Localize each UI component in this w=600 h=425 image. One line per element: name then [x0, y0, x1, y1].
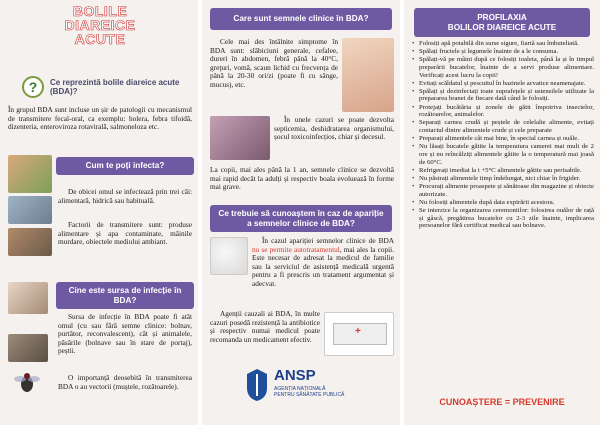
prevention-list — [412, 40, 594, 230]
pills-image — [210, 237, 248, 275]
resistance-text: Agenții cauzali ai BDA, în multe cazuri posedă rezistență la antibiotice și respectiv numai medicul poate recomanda un medicament efectiv. — [210, 309, 320, 344]
prevention-item: • Folosiți apă potabilă din surse sigure, fiartă sau îmbuteliată. — [412, 40, 594, 48]
panel-right — [404, 0, 600, 425]
sick-child-image — [342, 38, 394, 112]
section-heading-prevention: PROFILAXIA BOLILOR DIAREICE ACUTE — [414, 8, 590, 37]
complications-text: În unele cazuri se poate dezvolta septicemia, deshidratarea organismului, șocul toxicoinfecțios, chiar și decesul. — [274, 115, 394, 142]
section-heading-infection: Cum te poți infecta? — [56, 157, 194, 175]
dirty-hands-image — [8, 228, 52, 256]
section-heading-what-to-know: Ce trebuie să cunoaștem în caz de apariție a semnelor clinice de BDA? — [210, 205, 392, 232]
section-heading-symptoms: Care sunt semnele clinice în BDA? — [210, 8, 392, 30]
section-heading-source: Cine este sursa de infecție în BDA? — [56, 282, 194, 309]
main-title: BOLILE DIAREICE ACUTE — [64, 3, 136, 47]
panel-middle — [202, 0, 400, 425]
logo-text: ANSP — [274, 367, 316, 384]
prevention-item: • Spălați fructele și legumele înainte de a le consuma. — [412, 48, 594, 56]
prevention-item: • Spălați-vă pe mâini după ce folosiți toaleta, până la și în timpul preparării bucatelor, înainte de a servi produse alimentare. Verificați acest lucru la copii! — [412, 56, 594, 79]
prevention-item: • Evitați scăldatul și pescuitul în bazinele acvatice neamenajate. — [412, 80, 594, 88]
source-text-2: O importanță deosebită în transmiterea BDA o au vectorii (muștele, rozătoarele). — [58, 373, 192, 391]
prevention-item: • Se interzice la organizarea ceremoniilor: folosirea ouălor de rață și gâscă, pregătirea bucatelor cu 2-3 zile înainte, implicarea persoanelor fără certificat medical sau bolnave. — [412, 207, 594, 230]
infection-text-2: Factorii de transmitere sunt: produse alimentare și apa contaminate, mâinile murdare, obiectele mediului ambiant. — [58, 220, 192, 247]
hands-food-image — [8, 155, 52, 193]
what-text: În grupul BDA sunt incluse un șir de patologii cu mecanismul de transmitere fecal-oral, ca exemplu: holera, febra tifoidă, dizenteria, enteroviroza rotavirală, salmoneloza etc. — [8, 105, 192, 132]
patient-bed-image — [210, 116, 270, 160]
prevention-item: • Preparați alimentele cât mai bine, în special carnea și ouăle. — [412, 135, 594, 143]
question-mark-icon: ? — [22, 76, 44, 98]
prevention-item: • Nu lăsați bucatele gătite la temperatura camerei mai mult de 2 ore și nu reîncălziți alimentele gătite la o temperatură mai joasă de 60°C. — [412, 143, 594, 166]
logo-subtitle-1: AGENȚIA NAȚIONALĂ — [274, 386, 326, 392]
prevention-item: • Nu păstrați alimentele timp îndelungat, nici chiar în frigider. — [412, 175, 594, 183]
slogan: CUNOAȘTERE = PREVENIRE — [439, 397, 565, 407]
children-text: La copii, mai ales până la 1 an, semnele clinice se dezvoltă mai rapid decât la adulți și respectiv boala evoluează în forme mai grave. — [210, 165, 394, 192]
fly-icon — [14, 372, 40, 394]
water-tap-image — [8, 196, 52, 224]
panel-left — [0, 0, 198, 425]
prevention-item: • Nu folosiți alimentele după data expirării acestora. — [412, 199, 594, 207]
logo-subtitle-2: PENTRU SĂNĂTATE PUBLICĂ — [274, 392, 345, 398]
infection-text-1: De obicei omul se infectează prin trei căi: alimentară, hidrică sau habituală. — [58, 187, 192, 205]
section-heading-what: Ce reprezintă bolile diareice acute (BDA)? — [50, 78, 180, 96]
source-text-1: Sursa de infecție în BDA poate fi atât omul (cu sau fără semne clinice: bolnav, purtător, reconvalescent), cât și animalele, păsările (bolnave sau în stare de portaj), peștii. — [58, 312, 192, 356]
warning-text: nu se permite autotratamentul — [252, 244, 340, 254]
prevention-item: • Refrigerați imediat la t +5°C alimentele gătite sau perisabile. — [412, 167, 594, 175]
prevention-item: • Spălați și dezinfectați toate suprafețele și ustensilele utilizate la prepararea branei de fiecare dată când le folosiți. — [412, 88, 594, 103]
prevention-item: • Protejați bucătăria și zonele de gătit împotriva insectelor, rozătoarelor, animalelor. — [412, 104, 594, 119]
ansp-logo — [246, 368, 356, 412]
ambulance-image: + — [324, 312, 394, 356]
sick-person-image — [8, 282, 48, 314]
symptoms-text: Cele mai des întâlnite simptome în BDA sunt: slăbiciuni generale, cefalee, dureri în abdomen, febră până la 40°C, greţuri, vomă, scaun lichid cu frecvența de până la 20-30 ori/zi (poate fi cu sânge, mucus), etc. — [210, 37, 338, 89]
prevention-item: • Separați carnea crudă și peștele de celelalte alimente, evitați contactul dintre alimentele crude și cele preparate — [412, 119, 594, 134]
self-treatment-text: În cazul apariției semnelor clinice de BDA nu se permite autotratamentul, mai ales la copii. Este necesar de adresat la medicul de familie sau la serviciul de asistență medicală urgentă pentru a fi prescris un tratament argumentat și adecvat. — [252, 236, 394, 288]
prevention-item: • Procurați alimente proaspete și sănătoase din magazine și obiecte autorizate. — [412, 183, 594, 198]
mouse-image — [8, 334, 48, 362]
